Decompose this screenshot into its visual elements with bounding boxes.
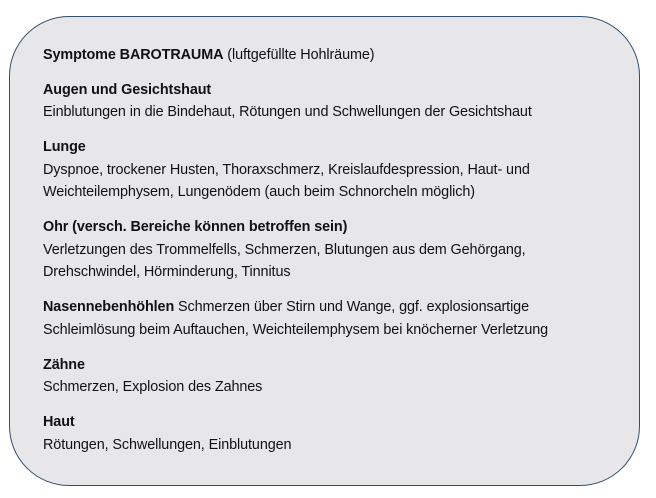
section-text: Schmerzen, Explosion des Zahnes xyxy=(43,379,263,395)
section-text-rest: Schmerzen über Stirn und Wange, ggf. explosionsartige xyxy=(174,299,529,315)
section-text: Schleimlösung beim Auftauchen, Weichteilemphysem bei knöcherner Verletzung xyxy=(43,321,549,338)
section-heading: Zähne xyxy=(43,356,85,373)
section-ohr xyxy=(43,216,633,284)
info-box-content xyxy=(43,44,633,469)
section-heading: Ohr (versch. Bereiche können betroffen sein) xyxy=(43,219,348,235)
section-heading: Augen und Gesichtshaut xyxy=(43,81,212,98)
section-text: Rötungen, Schwellungen, Einblutungen xyxy=(43,436,292,453)
section-text: Dyspnoe, trockener Husten, Thoraxschmerz, Kreislaufdespression, Haut- und xyxy=(43,161,530,178)
section-text: Verletzungen des Trommelfells, Schmerzen, Blutungen aus dem Gehörgang, xyxy=(43,241,526,258)
box-title xyxy=(43,44,633,67)
section-haut xyxy=(43,411,633,456)
section-text: Weichteilemphysem, Lungenödem (auch beim Schnorcheln möglich) xyxy=(43,184,475,200)
section-text: Einblutungen in die Bindehaut, Rötungen und Schwellungen der Gesichtshaut xyxy=(43,104,532,120)
section-heading-inline: Nasennebenhöhlen xyxy=(43,299,175,315)
section-lunge xyxy=(43,136,633,204)
section-text xyxy=(43,296,633,319)
section-text: Drehschwindel, Hörminderung, Tinnitus xyxy=(43,264,291,280)
section-nasennebenhoehlen xyxy=(43,296,633,341)
box-title-bold: Symptome BAROTRAUMA xyxy=(43,47,224,63)
section-zaehne xyxy=(43,354,633,399)
section-augen xyxy=(43,79,633,124)
box-title-subtitle: (luftgefüllte Hohlräume) xyxy=(223,47,375,63)
section-heading: Lunge xyxy=(43,139,86,155)
section-heading: Haut xyxy=(43,414,75,430)
